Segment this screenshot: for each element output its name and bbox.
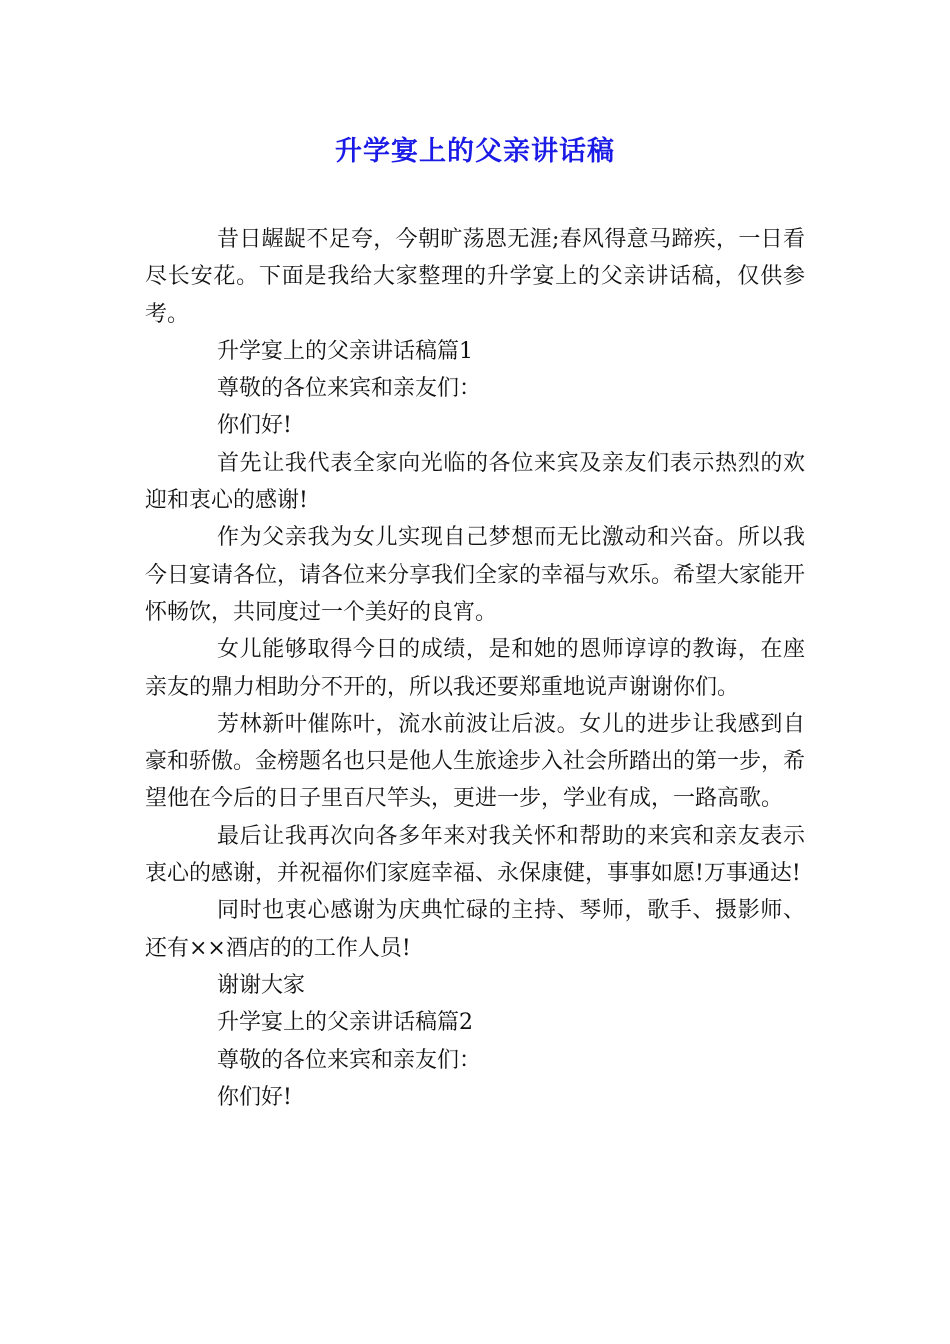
salutation: 尊敬的各位来宾和亲友们： [217, 1047, 482, 1073]
paragraph: 同时也衷心感谢为庆典忙碌的主持、琴师，歌手、摄影师、还有××酒店的的工作人员! [145, 898, 805, 961]
document-body [145, 221, 805, 1116]
paragraph-intro: 昔日龌龊不足夸，今朝旷荡恩无涯;春风得意马蹄疾，一日看尽长安花。下面是我给大家整理的升学宴上的父亲讲话稿，仅供参考。 [145, 227, 805, 327]
greeting: 你们好! [217, 413, 292, 439]
paragraph: 首先让我代表全家向光临的各位来宾及亲友们表示热烈的欢迎和衷心的感谢! [145, 450, 805, 514]
document-title: 升学宴上的父亲讲话稿 [335, 136, 615, 167]
closing: 谢谢大家 [217, 972, 306, 998]
greeting: 你们好! [217, 1084, 292, 1110]
paragraph: 女儿能够取得今日的成绩，是和她的恩师谆谆的教诲，在座亲友的鼎力相助分不开的，所以我还要郑重地说声谢谢你们。 [145, 637, 805, 700]
paragraph: 作为父亲我为女儿实现自己梦想而无比激动和兴奋。所以我今日宴请各位，请各位来分享我们全家的幸福与欢乐。希望大家能开怀畅饮，共同度过一个美好的良宵。 [145, 525, 806, 625]
section-heading-1: 升学宴上的父亲讲话稿篇1 [217, 338, 473, 364]
paragraph: 最后让我再次向各多年来对我关怀和帮助的来宾和亲友表示衷心的感谢，并祝福你们家庭幸福、永保康健，事事如愿!万事通达! [145, 823, 805, 887]
section-heading-2: 升学宴上的父亲讲话稿篇2 [217, 1010, 473, 1036]
salutation: 尊敬的各位来宾和亲友们： [217, 376, 482, 402]
paragraph: 芳林新叶催陈叶，流水前波让后波。女儿的进步让我感到自豪和骄傲。金榜题名也只是他人生旅途步入社会所踏出的第一步，希望他在今后的日子里百尺竿头，更进一步，学业有成，一路高歌。 [145, 711, 806, 812]
